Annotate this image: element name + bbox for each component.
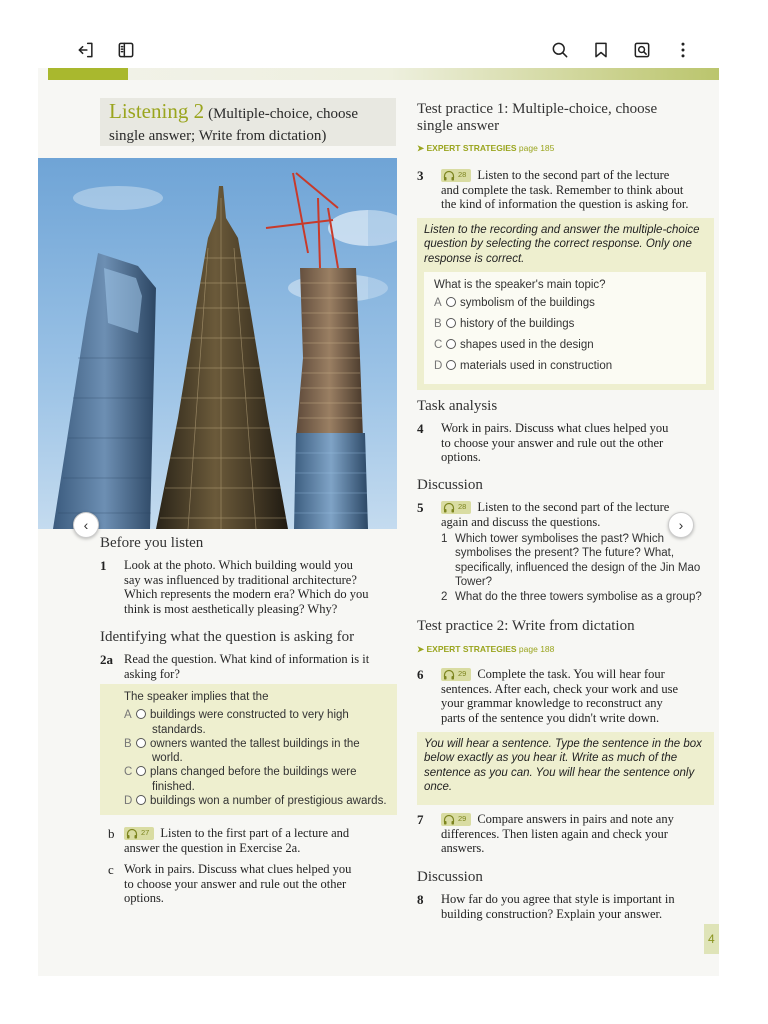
option-letter: C xyxy=(124,766,133,779)
headphones-icon xyxy=(443,669,455,680)
sub-line: Which tower symbolises the past? Which xyxy=(455,533,664,545)
audio-track-badge[interactable] xyxy=(441,813,471,826)
q4-line: Work in pairs. Discuss what clues helped you xyxy=(441,421,669,435)
q6-number: 6 xyxy=(417,667,424,682)
q3-option-d[interactable] xyxy=(434,356,706,377)
option-letter: D xyxy=(434,360,443,372)
q3-line: Listen to the second part of the lecture xyxy=(477,168,670,182)
q2a-stem: The speaker implies that the xyxy=(124,691,269,703)
q3-line: and complete the task. Remember to think about xyxy=(441,182,684,197)
towers-photo xyxy=(38,158,397,529)
radio-button[interactable] xyxy=(446,339,456,349)
q4-line: options. xyxy=(441,450,481,465)
q2a-option-d[interactable] xyxy=(124,794,397,808)
q2a-line: asking for? xyxy=(124,666,180,681)
headphones-icon xyxy=(126,828,138,839)
q4-text xyxy=(441,421,719,465)
audio-track-badge[interactable] xyxy=(441,668,471,681)
q2a-option-b[interactable] xyxy=(124,737,397,766)
option-text: history of the buildings xyxy=(460,318,575,330)
q5-sub1-text xyxy=(455,532,715,589)
find-in-page-icon[interactable] xyxy=(630,38,654,62)
headphones-icon xyxy=(443,814,455,825)
radio-button[interactable] xyxy=(136,709,146,719)
previous-page-button[interactable]: ‹ xyxy=(73,512,99,538)
radio-button[interactable] xyxy=(136,795,146,805)
q3-line: the kind of information the question is asking for. xyxy=(441,197,689,212)
option-text: owners wanted the tallest buildings in the xyxy=(150,737,360,750)
q4-number: 4 xyxy=(417,421,424,436)
radio-button[interactable] xyxy=(446,318,456,328)
q5-sub2-number: 2 xyxy=(441,591,448,603)
q7-text xyxy=(441,812,719,856)
q3-option-c[interactable] xyxy=(434,335,706,356)
section-title-sub-2: single answer; Write from dictation) xyxy=(109,128,327,144)
option-text: buildings were constructed to very high xyxy=(150,709,349,722)
search-icon[interactable] xyxy=(548,38,572,62)
q2c-line: Work in pairs. Discuss what clues helped you xyxy=(124,862,352,876)
identifying-heading: Identifying what the question is asking for xyxy=(100,629,355,645)
arrow-icon: ➤ xyxy=(417,644,427,654)
q5-sub1-number: 1 xyxy=(441,533,448,545)
headphones-icon xyxy=(443,502,455,513)
sub-line: symbolises the present? The future? What, xyxy=(455,547,675,560)
q2c-letter: c xyxy=(108,862,114,877)
expert-strategies-link-2[interactable] xyxy=(417,644,554,655)
q6-line: your grammar knowledge to reconstruct any xyxy=(441,696,663,711)
radio-button[interactable] xyxy=(136,738,146,748)
sidebar-toggle-icon[interactable] xyxy=(114,38,138,62)
q2c-line: options. xyxy=(124,891,164,906)
q3-text xyxy=(441,168,719,212)
q1-line: think is most aesthetically pleasing? Why? xyxy=(124,601,338,616)
expert-label: EXPERT STRATEGIES xyxy=(426,644,517,654)
option-text-cont: finished. xyxy=(152,780,195,793)
q1-text xyxy=(124,558,399,616)
instruction-line: once. xyxy=(424,781,453,794)
audio-track-badge[interactable] xyxy=(441,501,471,514)
audio-track-number: 28 xyxy=(458,170,467,180)
option-letter: B xyxy=(124,737,132,750)
q8-line: How far do you agree that style is important in xyxy=(441,892,675,906)
page-top-bar xyxy=(48,68,719,80)
expert-page: page 185 xyxy=(518,143,555,153)
option-letter: A xyxy=(124,709,132,722)
q8-number: 8 xyxy=(417,892,424,907)
q3-task-box xyxy=(417,218,714,390)
q6-instruction xyxy=(424,737,714,795)
audio-track-number: 28 xyxy=(458,502,467,512)
q7-line: Compare answers in pairs and note any xyxy=(477,812,674,826)
q1-line: Look at the photo. Which building would you xyxy=(124,558,353,572)
option-text: buildings won a number of prestigious awards. xyxy=(150,795,387,808)
section-title-sub: (Multiple-choice, choose xyxy=(208,106,359,122)
q3-question: What is the speaker's main topic? xyxy=(434,279,606,291)
test-practice-1-heading xyxy=(417,101,657,135)
q6-instruction-box xyxy=(417,732,714,805)
arrow-icon: ➤ xyxy=(417,143,427,153)
option-text: materials used in construction xyxy=(460,360,613,372)
viewer-toolbar xyxy=(0,0,768,68)
instruction-line: sentence as you can. You will hear the sentence only xyxy=(424,766,695,779)
q2a-number: 2a xyxy=(100,652,113,667)
audio-track-badge[interactable] xyxy=(124,827,154,840)
q1-line: Which represents the modern era? Which do you xyxy=(124,587,369,602)
audio-track-number: 27 xyxy=(141,828,150,838)
discussion-heading-2: Discussion xyxy=(417,869,483,885)
option-letter: B xyxy=(434,318,442,330)
expert-strategies-link-1[interactable] xyxy=(417,143,554,154)
option-text: shapes used in the design xyxy=(460,339,594,351)
instruction-line: below exactly as you hear it. Write as much of the xyxy=(424,752,678,765)
q6-line: sentences. After each, check your work and use xyxy=(441,681,679,696)
discussion-heading-1: Discussion xyxy=(417,477,483,493)
q2a-option-c[interactable] xyxy=(124,765,397,794)
q5-line: again and discuss the questions. xyxy=(441,514,601,529)
q2a-text xyxy=(124,652,399,681)
heading-line: Test practice 1: Multiple-choice, choose xyxy=(417,101,658,117)
section-title-main: Listening 2 xyxy=(109,99,205,123)
instruction-line: Listen to the recording and answer the multiple-choice xyxy=(424,224,700,236)
q3-question-panel xyxy=(424,272,706,384)
option-text-cont: standards. xyxy=(152,723,206,736)
q2b-line: Listen to the first part of a lecture and xyxy=(160,826,350,840)
q8-text xyxy=(441,892,719,921)
test-practice-2-heading: Test practice 2: Write from dictation xyxy=(417,618,635,634)
heading-line: single answer xyxy=(417,118,500,134)
q4-line: to choose your answer and rule out the other xyxy=(441,435,664,450)
q5-number: 5 xyxy=(417,500,424,515)
before-you-listen-heading: Before you listen xyxy=(100,535,204,551)
instruction-line: question by selecting the correct response. Only one xyxy=(424,238,692,251)
q2c-line: to choose your answer and rule out the other xyxy=(124,876,347,891)
radio-button[interactable] xyxy=(136,766,146,776)
sub-line: specifically, influenced the design of the Jin Mao xyxy=(455,561,701,574)
page-top-bar-accent xyxy=(48,68,128,80)
q3-option-b[interactable] xyxy=(434,314,706,335)
q2b-line: answer the question in Exercise 2a. xyxy=(124,840,301,855)
exit-icon[interactable] xyxy=(74,38,98,62)
bookmark-icon[interactable] xyxy=(589,38,613,62)
q3-number: 3 xyxy=(417,168,424,183)
headphones-icon xyxy=(443,170,455,181)
more-options-icon[interactable] xyxy=(671,38,695,62)
option-letter: C xyxy=(434,339,443,351)
audio-track-badge[interactable] xyxy=(441,169,471,182)
expert-label: EXPERT STRATEGIES xyxy=(426,143,517,153)
audio-track-number: 29 xyxy=(458,814,467,824)
radio-button[interactable] xyxy=(446,360,456,370)
q1-line: say was influenced by traditional architecture? xyxy=(124,572,357,587)
task-analysis-heading: Task analysis xyxy=(417,398,498,414)
option-text-cont: world. xyxy=(152,752,183,765)
expert-page: page 188 xyxy=(518,644,555,654)
q5-line: Listen to the second part of the lecture xyxy=(477,500,670,514)
option-letter: A xyxy=(434,297,442,309)
q6-line: parts of the sentence you didn't write down. xyxy=(441,710,660,725)
q6-text xyxy=(441,667,719,725)
book-page xyxy=(38,68,719,976)
q8-line: building construction? Explain your answer. xyxy=(441,906,663,921)
instruction-line: You will hear a sentence. Type the sentence in the box xyxy=(424,738,702,750)
q7-line: answers. xyxy=(441,841,485,856)
option-text: symbolism of the buildings xyxy=(460,297,595,309)
section-title xyxy=(100,98,396,146)
q6-line: Complete the task. You will hear four xyxy=(477,667,665,681)
q2c-text xyxy=(124,862,399,906)
instruction-line: response is correct. xyxy=(424,252,525,265)
q2a-question-box xyxy=(100,684,397,815)
sub-line: Tower? xyxy=(455,575,493,588)
q3-instruction xyxy=(424,223,714,266)
q2a-line: Read the question. What kind of information is it xyxy=(124,652,370,666)
audio-track-number: 29 xyxy=(458,669,467,679)
q1-number: 1 xyxy=(100,558,107,573)
radio-button[interactable] xyxy=(446,297,456,307)
q2b-text xyxy=(124,826,399,855)
option-text: plans changed before the buildings were xyxy=(150,766,357,779)
q2a-option-a[interactable] xyxy=(124,708,397,737)
q2b-letter: b xyxy=(108,826,115,841)
page-number: 4 xyxy=(704,924,719,954)
q7-line: differences. Then listen again and check your xyxy=(441,826,668,841)
q7-number: 7 xyxy=(417,812,424,827)
next-page-button[interactable]: › xyxy=(668,512,694,538)
q3-option-a[interactable] xyxy=(434,293,706,314)
q5-sub2-text: What do the three towers symbolise as a group? xyxy=(455,591,702,603)
option-letter: D xyxy=(124,795,133,808)
